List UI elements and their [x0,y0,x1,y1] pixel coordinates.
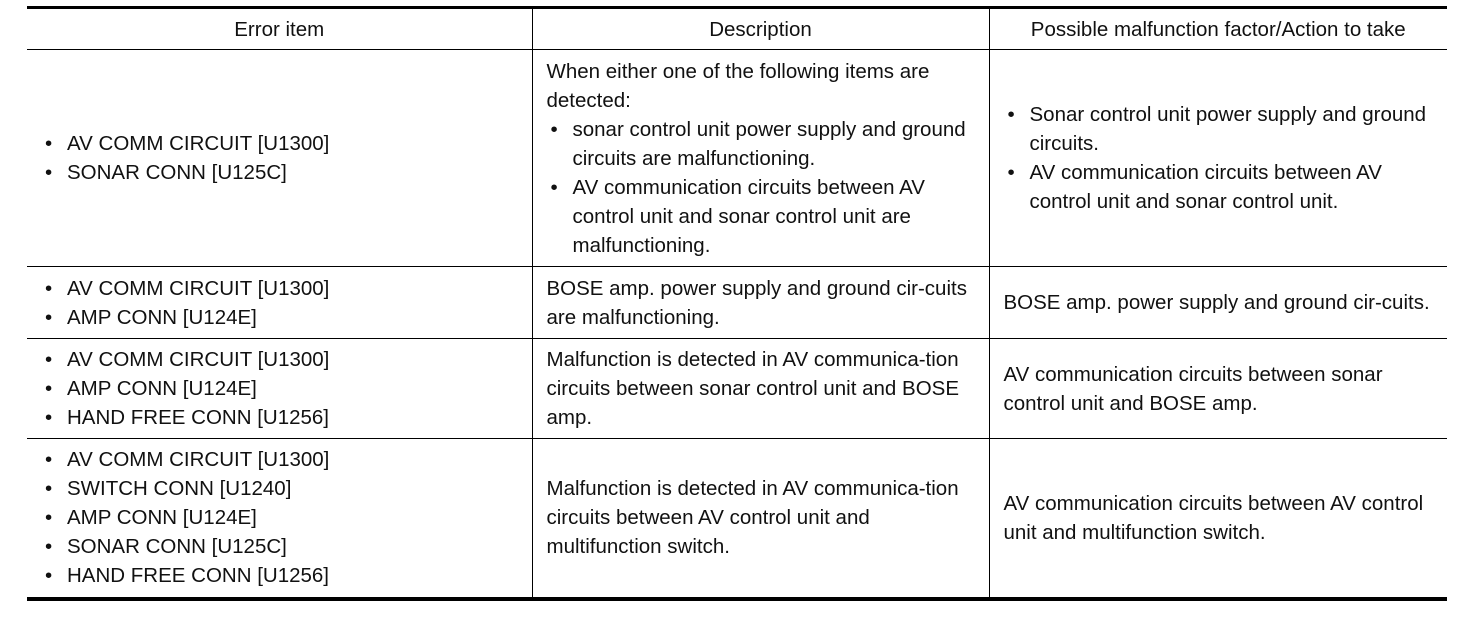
error-code: • AMP CONN [U124E] [41,374,522,403]
error-item-cell [27,339,532,439]
header-error-item: Error item [27,8,532,50]
action-cell [989,50,1447,267]
error-list [41,345,522,432]
error-item-cell [27,50,532,267]
error-table [27,6,1447,601]
error-code: • AMP CONN [U124E] [41,503,522,532]
action-item: • Sonar control unit power supply and ground circuits. [1004,100,1442,158]
description-item: • AV communication circuits between AV control unit and sonar control unit are malfunctioning. [547,173,981,260]
error-item-cell [27,267,532,339]
description-cell [532,267,989,339]
description-cell [532,339,989,439]
table-row [27,50,1447,267]
error-code: • AMP CONN [U124E] [41,303,522,332]
error-code: • SONAR CONN [U125C] [41,158,522,187]
description-cell [532,439,989,599]
error-table-container [27,6,1447,601]
action-cell [989,267,1447,339]
action-text: AV communication circuits between sonar control unit and BOSE amp. [1003,362,1383,415]
error-item-cell [27,439,532,599]
action-item: • AV communication circuits between AV control unit and sonar control unit. [1004,158,1442,216]
error-code: • AV COMM CIRCUIT [U1300] [41,345,522,374]
error-list [41,129,522,187]
error-list [41,274,522,332]
description-intro: When either one of the following items are detected: [546,59,930,112]
header-action: Possible malfunction factor/Action to take [989,8,1447,50]
description-text: Malfunction is detected in AV communica-tion circuits between sonar control unit and BOSE amp. [546,348,959,429]
error-code: • HAND FREE CONN [U1256] [41,561,522,590]
header-description: Description [532,8,989,50]
error-code: • SWITCH CONN [U1240] [41,474,522,503]
table-row [27,339,1447,439]
table-row [27,439,1447,599]
error-list [41,445,522,590]
description-text: Malfunction is detected in AV communica-tion circuits between AV control unit and multifunction switch. [546,477,959,559]
error-code: • HAND FREE CONN [U1256] [41,403,522,432]
table-row [27,267,1447,339]
error-code: • AV COMM CIRCUIT [U1300] [41,445,522,474]
action-cell [989,439,1447,599]
description-text: BOSE amp. power supply and ground cir-cuits are malfunctioning. [546,276,967,329]
action-cell [989,339,1447,439]
table-header [27,8,1447,50]
error-code: • AV COMM CIRCUIT [U1300] [41,129,522,158]
error-code: • SONAR CONN [U125C] [41,532,522,561]
description-cell [532,50,989,267]
action-list [1004,100,1442,216]
action-text: AV communication circuits between AV control unit and multifunction switch. [1003,491,1424,544]
description-list [547,115,981,260]
description-item: • sonar control unit power supply and ground circuits are malfunctioning. [547,115,981,173]
error-code: • AV COMM CIRCUIT [U1300] [41,274,522,303]
action-text: BOSE amp. power supply and ground cir-cuits. [1003,291,1430,314]
